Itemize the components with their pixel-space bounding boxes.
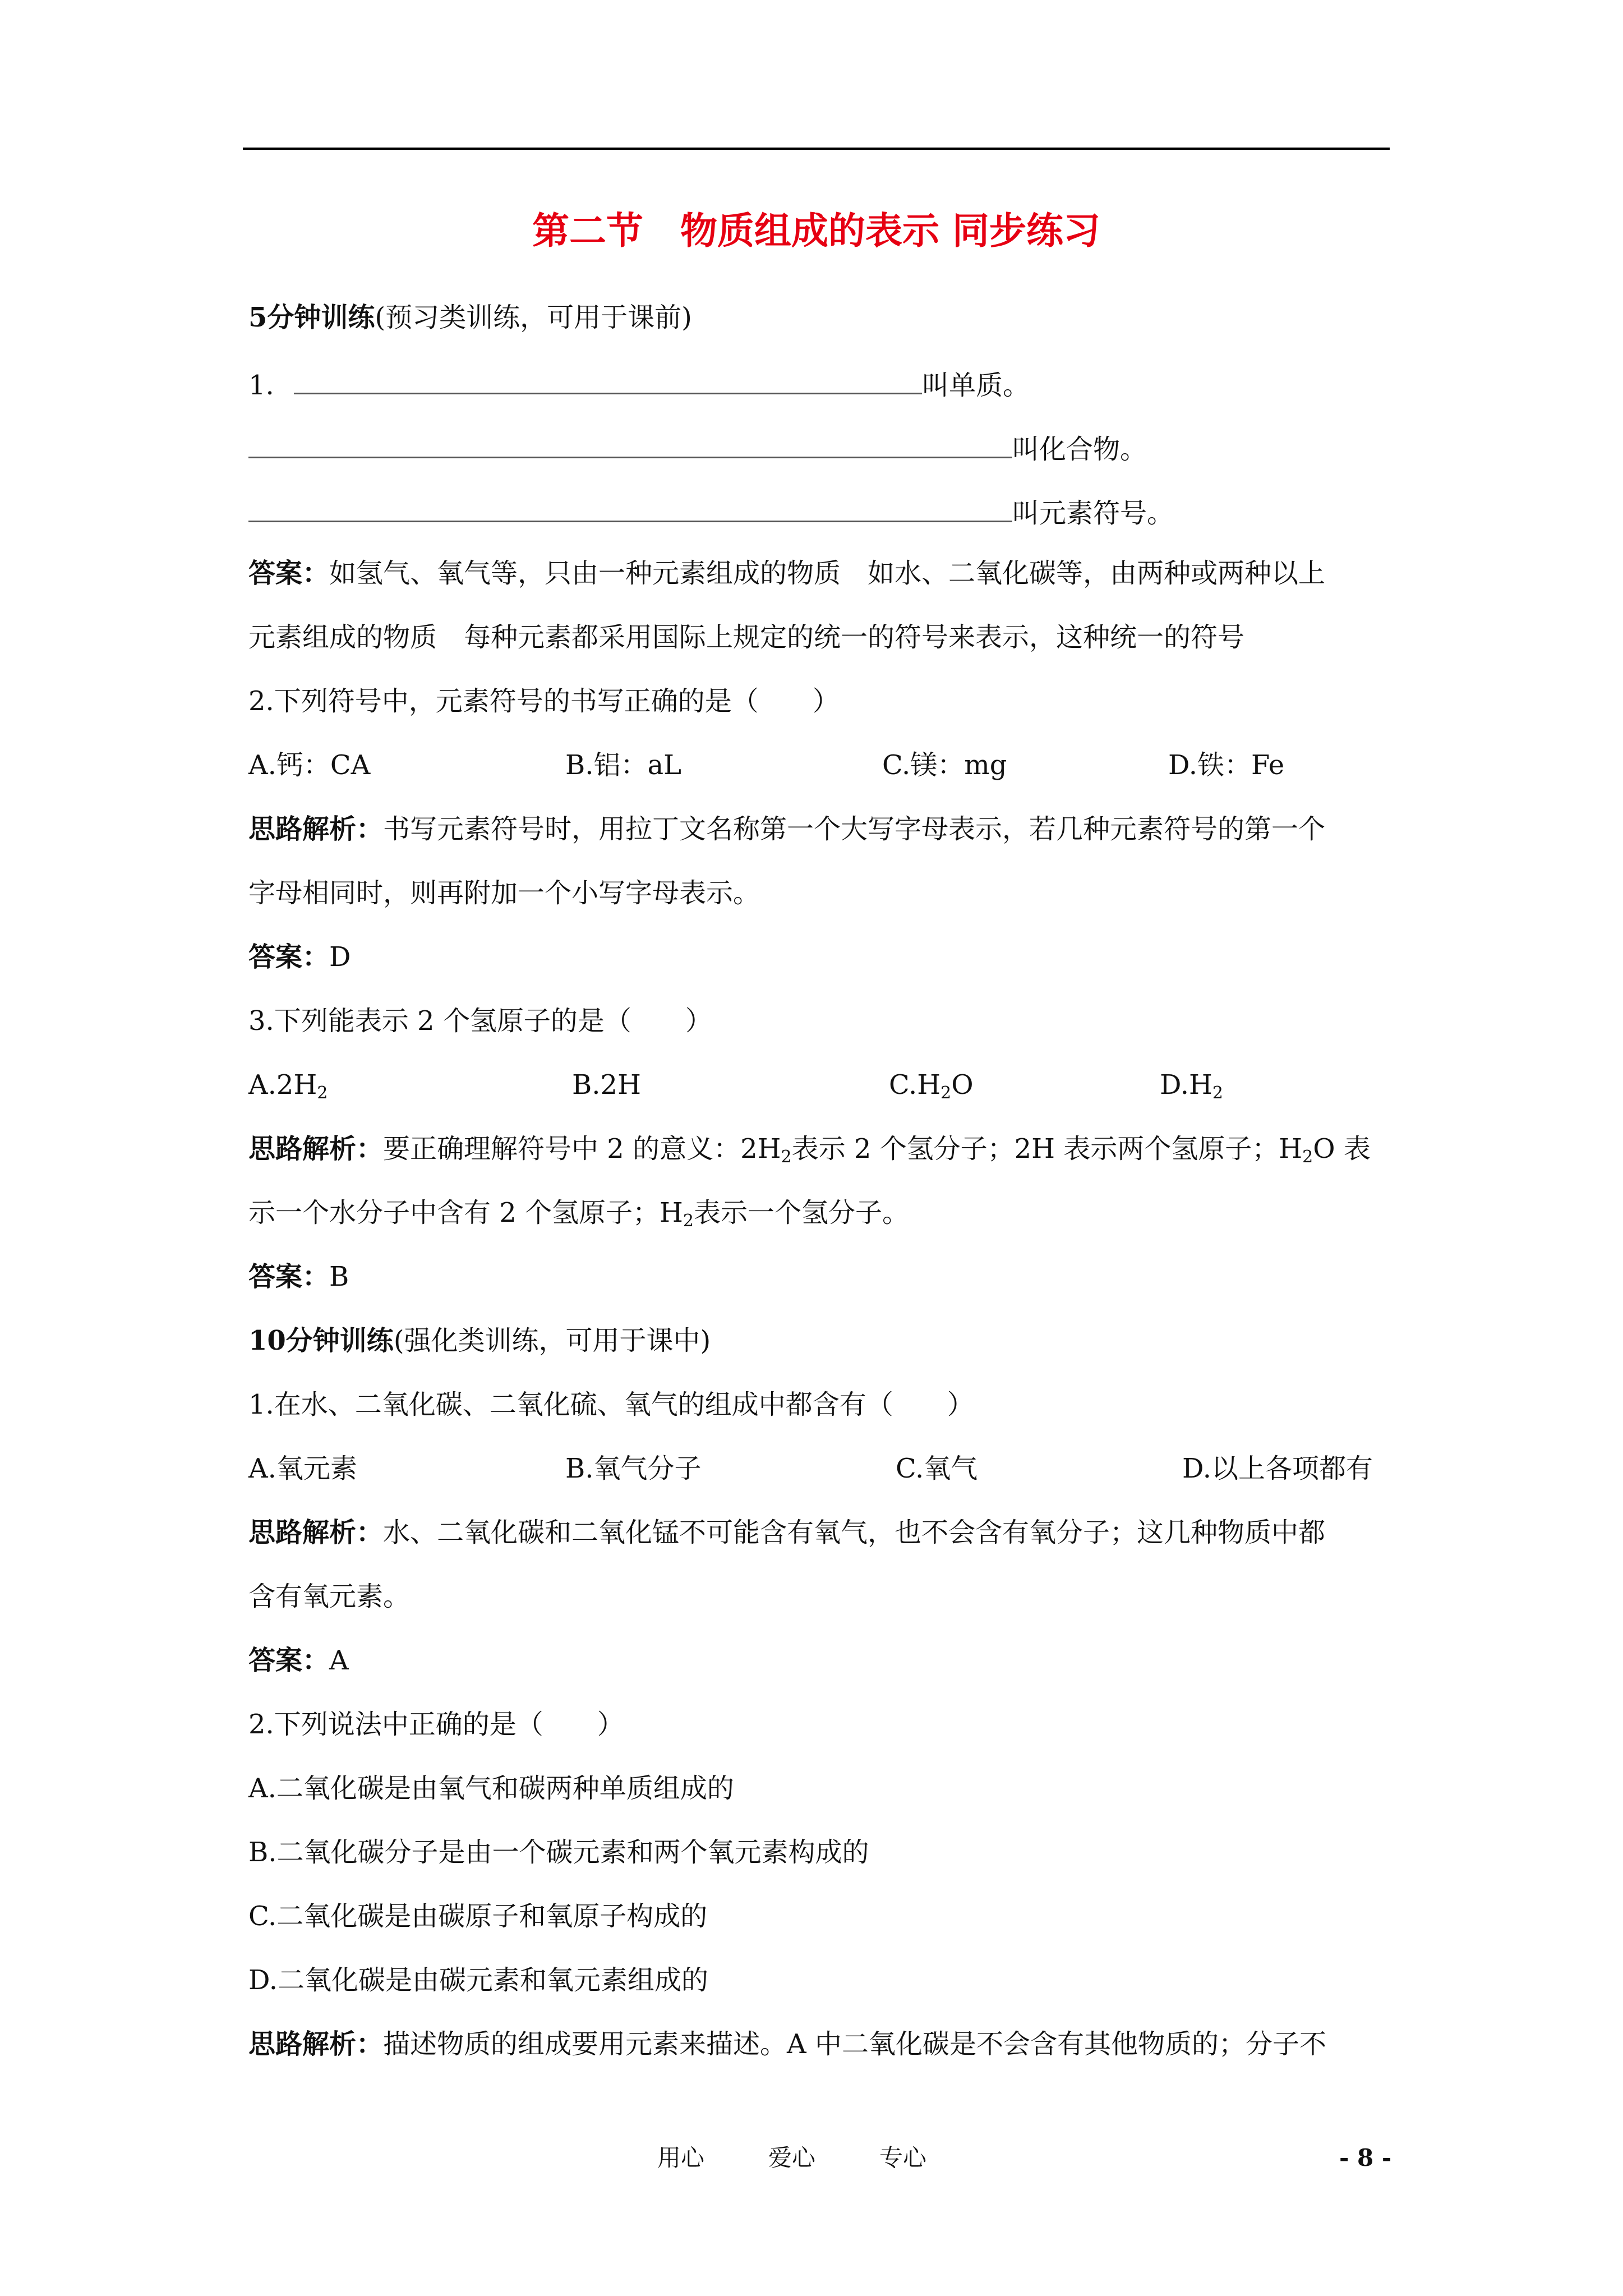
- footer-motto-1: 用心: [657, 2144, 705, 2171]
- q2-option-d: D.铁：Fe: [1168, 749, 1285, 781]
- q1-answer-text-1: 如氢气、氧气等，只由一种元素组成的物质 如水、二氧化碳等，由两种或两种以上: [329, 558, 1326, 589]
- q2-analysis-text-1: 书写元素符号时，用拉丁文名称第一个大写字母表示，若几种元素符号的第一个: [383, 813, 1326, 845]
- q2-analysis-line1: [248, 813, 1326, 845]
- q3-analysis-line1: [248, 1133, 1371, 1167]
- q3-option-d-sub: 2: [1212, 1083, 1223, 1103]
- q2-analysis-line2: 字母相同时，则再附加一个小写字母表示。: [248, 877, 760, 909]
- q3-option-c-post: O: [951, 1069, 974, 1101]
- q3-option-b-main: B.2H: [572, 1069, 641, 1101]
- q3-stem: 3.下列能表示 2 个氢原子的是（ ）: [248, 1005, 712, 1037]
- q3-option-a-main: A.2H: [248, 1069, 317, 1101]
- q1-line2: [248, 432, 1147, 463]
- answer-label: 答案：: [248, 1261, 330, 1292]
- q1-answer-line1: [248, 560, 1325, 587]
- analysis-label: 思路解析：: [248, 813, 384, 845]
- q3-option-c-main: C.H: [889, 1069, 941, 1101]
- q3-option-d-main: D.H: [1160, 1069, 1212, 1101]
- q4-answer-value: A: [329, 1645, 349, 1676]
- analysis-label: 思路解析：: [248, 2028, 384, 2060]
- q1-line3: [248, 496, 1174, 527]
- q3-analysis-a: 要正确理解符号中 2 的意义：2H: [383, 1133, 781, 1165]
- q2-stem: 2.下列符号中，元素符号的书写正确的是（ ）: [248, 685, 840, 717]
- q2-option-a: A.钙：CA: [248, 749, 371, 781]
- section-note: (强化类训练，可用于课中): [393, 1325, 711, 1356]
- q3-analysis-e: 表示一个氢分子。: [694, 1197, 910, 1228]
- q4-option-a: A.氧元素: [248, 1453, 357, 1484]
- q2-option-b: B.铝：aL: [565, 749, 682, 781]
- q2-option-c: C.镁：mg: [882, 749, 1007, 781]
- q3-option-d: [1160, 1069, 1223, 1103]
- answer-label: 答案：: [248, 1645, 330, 1676]
- q1-blank-3[interactable]: [248, 496, 1012, 522]
- q5-option-c: C.二氧化碳是由碳原子和氧原子构成的: [248, 1901, 708, 1932]
- q3-answer: [248, 1263, 349, 1290]
- q5-option-d: D.二氧化碳是由碳元素和氧元素组成的: [248, 1964, 709, 1996]
- footer-motto-3: 专心: [879, 2144, 927, 2171]
- q3-answer-value: B: [329, 1261, 349, 1292]
- q3-option-a: [248, 1069, 328, 1103]
- q5-option-a: A.二氧化碳是由氧气和碳两种单质组成的: [248, 1773, 734, 1804]
- q4-analysis-line2: 含有氧元素。: [248, 1581, 411, 1612]
- q4-stem: 1.在水、二氧化碳、二氧化硫、氧气的组成中都含有（ ）: [248, 1389, 974, 1420]
- q3-analysis-line2: [248, 1197, 910, 1231]
- section-heading-label: 10分钟训练: [248, 1325, 394, 1356]
- q4-option-d: D.以上各项都有: [1182, 1453, 1373, 1484]
- q3-analysis-sub-3: 2: [683, 1211, 694, 1231]
- analysis-label: 思路解析：: [248, 1517, 384, 1548]
- q1-blank-1[interactable]: [294, 368, 922, 394]
- q3-option-c: [889, 1069, 974, 1103]
- q5-option-b: B.二氧化碳分子是由一个碳元素和两个氧元素构成的: [248, 1837, 869, 1868]
- q3-analysis-c: O 表: [1313, 1133, 1371, 1165]
- q5-analysis-line1: [248, 2028, 1326, 2060]
- q5-stem: 2.下列说法中正确的是（ ）: [248, 1709, 624, 1740]
- q1-tail-1: 叫单质。: [922, 370, 1030, 401]
- q3-option-b: [572, 1069, 641, 1101]
- q5-analysis-text-1: 描述物质的组成要用元素来描述。A 中二氧化碳是不会含有其他物质的；分子不: [383, 2028, 1326, 2060]
- q1-number: 1.: [248, 370, 283, 401]
- q2-answer: [248, 941, 351, 973]
- analysis-label: 思路解析：: [248, 1133, 384, 1165]
- q3-option-c-sub: 2: [940, 1083, 952, 1103]
- q1-line1: [248, 368, 1030, 399]
- answer-label: 答案：: [248, 941, 330, 973]
- section-note: (预习类训练，可用于课前): [375, 302, 692, 333]
- q4-analysis-line1: [248, 1519, 1325, 1546]
- q1-tail-2: 叫化合物。: [1012, 434, 1147, 465]
- q3-analysis-sub-1: 2: [781, 1147, 792, 1167]
- q3-option-a-sub: 2: [317, 1083, 328, 1103]
- section-heading-10min: [248, 1327, 711, 1354]
- q4-analysis-text-1: 水、二氧化碳和二氧化锰不可能含有氧气，也不会含有氧分子；这几种物质中都: [383, 1517, 1326, 1548]
- page-number: - 8 -: [1339, 2144, 1392, 2171]
- q4-answer: [248, 1647, 349, 1674]
- answer-label: 答案：: [248, 558, 330, 589]
- q4-option-c: C.氧气: [896, 1453, 978, 1484]
- page-title: 第二节 物质组成的表示 同步练习: [532, 209, 1100, 252]
- q1-tail-3: 叫元素符号。: [1012, 498, 1174, 529]
- q1-blank-2[interactable]: [248, 432, 1012, 458]
- header-rule: [243, 148, 1390, 150]
- footer-motto-2: 爱心: [768, 2144, 816, 2171]
- q3-analysis-d: 示一个水分子中含有 2 个氢原子；H: [248, 1197, 683, 1228]
- q3-analysis-sub-2: 2: [1302, 1147, 1313, 1167]
- q3-analysis-b: 表示 2 个氢分子；2H 表示两个氢原子；H: [791, 1133, 1303, 1165]
- q4-option-b: B.氧气分子: [565, 1453, 702, 1484]
- q1-answer-line2: 元素组成的物质 每种元素都采用国际上规定的统一的符号来表示，这种统一的符号: [248, 622, 1245, 653]
- section-heading-label: 5分钟训练: [248, 302, 375, 333]
- section-heading-5min: [248, 304, 692, 331]
- q2-answer-value: D: [329, 941, 351, 973]
